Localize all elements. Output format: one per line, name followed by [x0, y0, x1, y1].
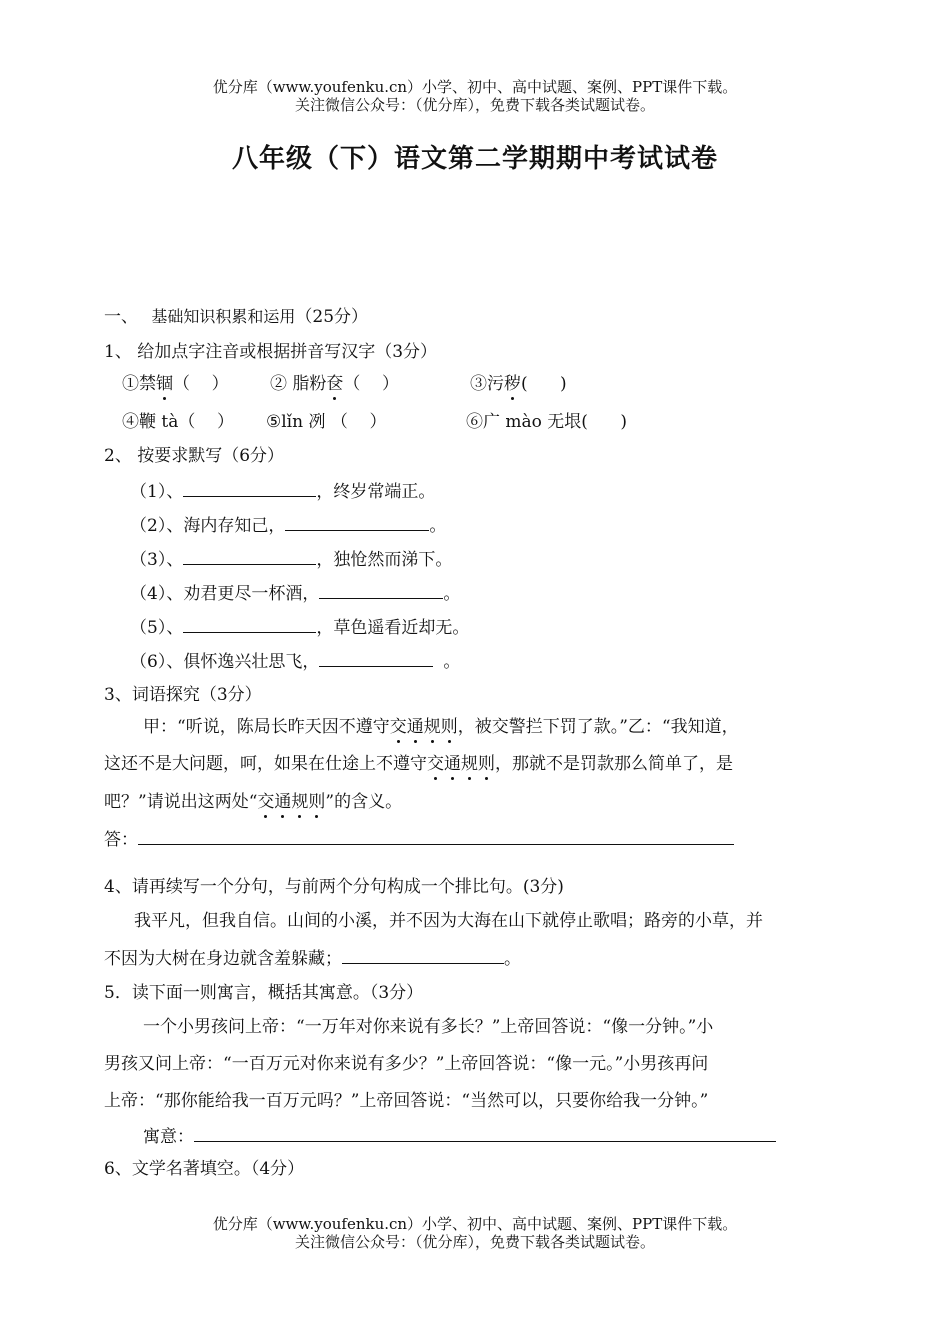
- q5-para-2: 男孩又问上帝：“一百万元对你来说有多少？”上帝回答说：“像一元。”小男孩再问: [104, 1054, 709, 1074]
- q3-keyword-3: 交通规则: [257, 792, 326, 812]
- q4-blank[interactable]: [342, 947, 504, 964]
- section-1-heading: [104, 306, 368, 328]
- q2-stem: 2、 按要求默写（6分）: [104, 446, 285, 466]
- q2-line-4: （4）、劝君更尽一杯酒， 。: [130, 584, 461, 604]
- section-1-score: （25分）: [295, 307, 369, 327]
- q3-keyword-1: 交通规则: [389, 717, 458, 737]
- q3-answer-blank[interactable]: [138, 828, 734, 845]
- q2-blank-5[interactable]: [183, 616, 316, 633]
- q5-para-1: 一个小男孩问上帝：“一万年对你来说有多长？”上帝回答说：“像一分钟。”小: [143, 1017, 714, 1037]
- q3-answer: 答：: [104, 828, 734, 851]
- q5-stem: 5．读下面一则寓言，概括其寓意。（3分）: [104, 983, 424, 1003]
- q2-line-1: （1）、 ，终岁常端正。: [130, 482, 436, 502]
- page-title: 八年级（下）语文第二学期期中考试试卷: [231, 144, 718, 174]
- footer-line-1: 优分库（www.youfenku.cn）小学、初中、高中试题、案例、PPT课件下载。: [212, 1215, 738, 1233]
- q1-stem: 1、 给加点字注音或根据拼音写汉字（3分）: [104, 342, 438, 362]
- q3-keyword-2: 交通规则: [427, 754, 495, 774]
- q3-para-2: 这还不是大问题，呵，如果在仕途上不遵守交通规则，那就不是罚款那么简单了，是: [104, 754, 733, 774]
- q1-item-3: ③污秽( ): [470, 374, 567, 394]
- q3-para-1: 甲：“听说，陈局长昨天因不遵守交通规则，被交警拦下罚了款。”乙：“我知道，: [143, 717, 739, 737]
- q4-para-2: 不因为大树在身边就含羞躲藏； 。: [104, 949, 521, 969]
- q2-blank-1[interactable]: [183, 480, 316, 497]
- footer-line-2: 关注微信公众号：（优分库），免费下载各类试题试卷。: [294, 1233, 655, 1251]
- q2-line-6: （6）、俱怀逸兴壮思飞， 。: [130, 652, 461, 672]
- q2-line-3: （3）、 ，独怆然而涕下。: [130, 550, 453, 570]
- q3-stem: 3、词语探究（3分）: [104, 685, 262, 705]
- q2-blank-3[interactable]: [183, 548, 316, 565]
- q2-blank-6[interactable]: [319, 650, 433, 667]
- section-1-number: 一、: [104, 307, 138, 327]
- q1-item-2: ② 脂粉奁（ ）: [270, 374, 400, 394]
- q1-item-6: ⑥广 mào 无垠( ): [466, 412, 627, 432]
- q2-blank-2[interactable]: [285, 514, 429, 531]
- q1-item-5: ⑤lǐn 冽 （ ）: [266, 412, 387, 432]
- q2-line-5: （5）、 ，草色遥看近却无。: [130, 618, 470, 638]
- q6-stem: 6、文学名著填空。（4分）: [104, 1159, 305, 1179]
- section-1-label: 基础知识积累和运用: [151, 307, 296, 326]
- q1-item-4: ④鞭 tà（ ）: [122, 412, 234, 432]
- header-line-2: 关注微信公众号：（优分库），免费下载各类试题试卷。: [294, 96, 655, 114]
- q1-item-1: ①禁锢（ ）: [122, 374, 229, 394]
- q4-stem: 4、请再续写一个分句，与前两个分句构成一个排比句。(3分): [104, 877, 564, 897]
- q2-blank-4[interactable]: [319, 582, 443, 599]
- q5-moral-blank[interactable]: [194, 1125, 776, 1142]
- header-line-1: 优分库（www.youfenku.cn）小学、初中、高中试题、案例、PPT课件下载。: [212, 78, 738, 96]
- q5-para-3: 上帝：“那你能给我一百万元吗？”上帝回答说：“当然可以，只要你给我一分钟。”: [104, 1091, 709, 1111]
- q3-para-3: 吧？”请说出这两处“交通规则”的含义。: [104, 792, 403, 812]
- q4-para-1: 我平凡，但我自信。山间的小溪，并不因为大海在山下就停止歌唱；路旁的小草，并: [134, 911, 763, 931]
- q5-moral: 寓意：: [143, 1125, 776, 1148]
- q2-line-2: （2）、海内存知己， 。: [130, 516, 447, 536]
